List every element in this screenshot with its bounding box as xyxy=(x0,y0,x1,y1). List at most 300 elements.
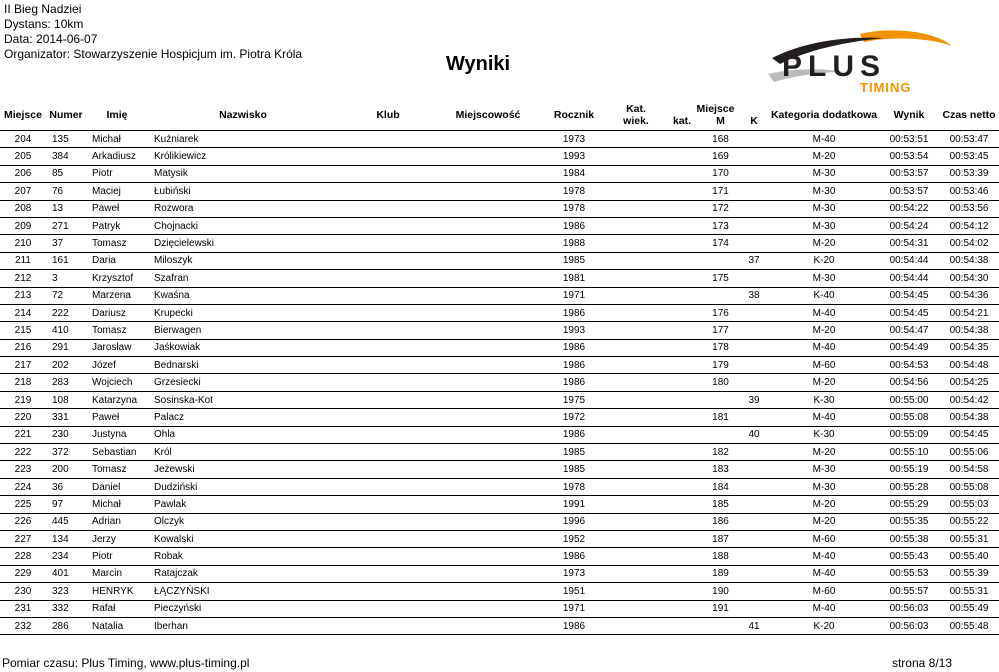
cell-imie: Maciej xyxy=(86,183,148,200)
col-header-klub: Klub xyxy=(376,109,400,121)
cell-nazwisko: Jeżewski xyxy=(148,461,338,478)
cell-miejsce-m xyxy=(702,287,739,304)
cell-rocznik: 1981 xyxy=(538,270,610,287)
table-row xyxy=(0,617,999,634)
table-row xyxy=(0,530,999,547)
cell-miejsce-k xyxy=(739,374,769,391)
cell-wynik: 00:53:57 xyxy=(879,183,939,200)
cell-miejsce-kat xyxy=(662,165,702,182)
cell-czas-netto: 00:55:31 xyxy=(939,530,999,547)
cell-kategoria-dodatkowa: M-40 xyxy=(769,409,879,426)
cell-klub xyxy=(338,252,438,269)
cell-nazwisko: Chojnacki xyxy=(148,217,338,234)
race-distance: Dystans: 10km xyxy=(4,17,84,31)
table-row xyxy=(0,513,999,530)
cell-nazwisko: Ohla xyxy=(148,426,338,443)
cell-kategoria-dodatkowa: M-20 xyxy=(769,513,879,530)
cell-nazwisko: Matysik xyxy=(148,165,338,182)
cell-kat-wiek xyxy=(610,617,662,634)
cell-klub xyxy=(338,270,438,287)
miejsce-group-label: Miejsce xyxy=(696,103,735,115)
cell-nazwisko: Bednarski xyxy=(148,357,338,374)
table-row xyxy=(0,183,999,200)
cell-rocznik: 1986 xyxy=(538,548,610,565)
cell-miejsce-k xyxy=(739,565,769,582)
cell-miejsce-kat xyxy=(662,131,702,148)
cell-wynik: 00:53:51 xyxy=(879,131,939,148)
cell-miejsce-m: 181 xyxy=(702,409,739,426)
cell-czas-netto: 00:53:45 xyxy=(939,148,999,165)
cell-miejsce-m: 171 xyxy=(702,183,739,200)
cell-miejsce-m: 175 xyxy=(702,270,739,287)
cell-miejsce-k: 38 xyxy=(739,287,769,304)
cell-klub xyxy=(338,217,438,234)
cell-rocznik: 1973 xyxy=(538,131,610,148)
col-header-rocznik: Rocznik xyxy=(553,109,595,121)
col-header-miejsce: Miejsce xyxy=(4,109,42,121)
footer-page-number: strona 8/13 xyxy=(891,656,952,670)
cell-imie: Adrian xyxy=(86,513,148,530)
table-row xyxy=(0,304,999,321)
cell-miejsce-kat xyxy=(662,513,702,530)
cell-miejsce-k xyxy=(739,270,769,287)
cell-wynik: 00:55:29 xyxy=(879,496,939,513)
cell-miejsce-k xyxy=(739,217,769,234)
cell-klub xyxy=(338,200,438,217)
cell-miejsce-kat xyxy=(662,548,702,565)
cell-czas-netto: 00:54:36 xyxy=(939,287,999,304)
cell-numer: 331 xyxy=(46,409,86,426)
cell-kat-wiek xyxy=(610,322,662,339)
results-body xyxy=(0,131,999,635)
cell-klub xyxy=(338,565,438,582)
cell-imie: Michał xyxy=(86,496,148,513)
cell-kat-wiek xyxy=(610,548,662,565)
cell-miejscowosc xyxy=(438,165,538,182)
cell-kat-wiek xyxy=(610,444,662,461)
cell-klub xyxy=(338,513,438,530)
cell-czas-netto: 00:55:31 xyxy=(939,583,999,600)
cell-rocznik: 1993 xyxy=(538,148,610,165)
cell-miejscowosc xyxy=(438,496,538,513)
cell-miejsce-k xyxy=(739,200,769,217)
plus-timing-logo xyxy=(764,28,956,98)
cell-miejscowosc xyxy=(438,339,538,356)
cell-imie: HENRYK xyxy=(86,583,148,600)
cell-miejsce-m: 177 xyxy=(702,322,739,339)
cell-klub xyxy=(338,322,438,339)
cell-kategoria-dodatkowa: M-20 xyxy=(769,148,879,165)
cell-miejsce: 211 xyxy=(0,252,46,269)
cell-kat-wiek xyxy=(610,148,662,165)
cell-rocznik: 1951 xyxy=(538,583,610,600)
cell-numer: 76 xyxy=(46,183,86,200)
cell-miejsce-k xyxy=(739,548,769,565)
cell-wynik: 00:54:45 xyxy=(879,287,939,304)
table-row xyxy=(0,409,999,426)
cell-wynik: 00:55:00 xyxy=(879,391,939,408)
cell-miejsce-m: 183 xyxy=(702,461,739,478)
cell-kategoria-dodatkowa: M-60 xyxy=(769,583,879,600)
cell-kat-wiek xyxy=(610,357,662,374)
cell-kat-wiek xyxy=(610,478,662,495)
cell-wynik: 00:54:22 xyxy=(879,200,939,217)
table-row xyxy=(0,165,999,182)
cell-klub xyxy=(338,131,438,148)
cell-klub xyxy=(338,583,438,600)
cell-miejsce: 208 xyxy=(0,200,46,217)
cell-kategoria-dodatkowa: K-40 xyxy=(769,287,879,304)
table-row xyxy=(0,131,999,148)
cell-miejsce: 214 xyxy=(0,304,46,321)
cell-numer: 13 xyxy=(46,200,86,217)
cell-imie: Tomasz xyxy=(86,322,148,339)
cell-imie: Marzena xyxy=(86,287,148,304)
cell-wynik: 00:55:08 xyxy=(879,409,939,426)
cell-rocznik: 1952 xyxy=(538,530,610,547)
cell-miejsce-k: 37 xyxy=(739,252,769,269)
cell-miejsce: 216 xyxy=(0,339,46,356)
cell-rocznik: 1978 xyxy=(538,200,610,217)
cell-miejsce-kat xyxy=(662,270,702,287)
cell-miejsce-k xyxy=(739,513,769,530)
cell-rocznik: 1986 xyxy=(538,304,610,321)
cell-miejsce-k xyxy=(739,235,769,252)
col-header-kategoria-dodatkowa: Kategoria dodatkowa xyxy=(770,109,878,121)
cell-imie: Paweł xyxy=(86,200,148,217)
cell-numer: 401 xyxy=(46,565,86,582)
cell-kat-wiek xyxy=(610,391,662,408)
cell-nazwisko: Królikiewicz xyxy=(148,148,338,165)
cell-wynik: 00:54:56 xyxy=(879,374,939,391)
cell-wynik: 00:54:49 xyxy=(879,339,939,356)
cell-imie: Rafał xyxy=(86,600,148,617)
cell-rocznik: 1988 xyxy=(538,235,610,252)
cell-miejscowosc xyxy=(438,252,538,269)
logo-sub-text: TIMING xyxy=(860,80,912,95)
cell-miejsce-m: 184 xyxy=(702,478,739,495)
cell-czas-netto: 00:54:25 xyxy=(939,374,999,391)
cell-nazwisko: Łubiński xyxy=(148,183,338,200)
cell-numer: 445 xyxy=(46,513,86,530)
cell-numer: 332 xyxy=(46,600,86,617)
cell-miejsce: 223 xyxy=(0,461,46,478)
cell-czas-netto: 00:54:45 xyxy=(939,426,999,443)
cell-miejsce-k xyxy=(739,148,769,165)
cell-klub xyxy=(338,304,438,321)
cell-rocznik: 1986 xyxy=(538,426,610,443)
cell-kategoria-dodatkowa: M-20 xyxy=(769,444,879,461)
cell-kat-wiek xyxy=(610,600,662,617)
cell-nazwisko: ŁĄCZYŃSKI xyxy=(148,583,338,600)
cell-miejscowosc xyxy=(438,148,538,165)
table-row xyxy=(0,287,999,304)
table-row xyxy=(0,600,999,617)
cell-miejsce-kat xyxy=(662,583,702,600)
cell-numer: 135 xyxy=(46,131,86,148)
cell-nazwisko: Dzięcielewski xyxy=(148,235,338,252)
cell-numer: 36 xyxy=(46,478,86,495)
cell-czas-netto: 00:55:06 xyxy=(939,444,999,461)
cell-miejsce-kat xyxy=(662,304,702,321)
cell-miejsce: 206 xyxy=(0,165,46,182)
cell-miejscowosc xyxy=(438,583,538,600)
cell-klub xyxy=(338,357,438,374)
table-row xyxy=(0,426,999,443)
cell-wynik: 00:56:03 xyxy=(879,617,939,634)
cell-miejsce-k xyxy=(739,322,769,339)
table-row xyxy=(0,374,999,391)
cell-miejscowosc xyxy=(438,617,538,634)
cell-imie: Daria xyxy=(86,252,148,269)
cell-miejsce-kat xyxy=(662,478,702,495)
cell-miejsce-m: 180 xyxy=(702,374,739,391)
cell-kat-wiek xyxy=(610,165,662,182)
cell-miejsce-kat xyxy=(662,617,702,634)
cell-czas-netto: 00:54:35 xyxy=(939,339,999,356)
cell-czas-netto: 00:55:22 xyxy=(939,513,999,530)
cell-wynik: 00:53:57 xyxy=(879,165,939,182)
cell-nazwisko: Rozwora xyxy=(148,200,338,217)
cell-imie: Daniel xyxy=(86,478,148,495)
cell-miejsce-m: 185 xyxy=(702,496,739,513)
table-row xyxy=(0,478,999,495)
cell-miejsce-kat xyxy=(662,409,702,426)
cell-kat-wiek xyxy=(610,287,662,304)
cell-miejsce-kat xyxy=(662,461,702,478)
cell-miejsce: 213 xyxy=(0,287,46,304)
cell-miejsce-kat xyxy=(662,357,702,374)
cell-miejsce-kat xyxy=(662,287,702,304)
cell-kategoria-dodatkowa: M-30 xyxy=(769,217,879,234)
cell-imie: Justyna xyxy=(86,426,148,443)
cell-miejscowosc xyxy=(438,461,538,478)
cell-miejsce-kat xyxy=(662,322,702,339)
cell-wynik: 00:55:09 xyxy=(879,426,939,443)
cell-kat-wiek xyxy=(610,339,662,356)
cell-nazwisko: Ratajczak xyxy=(148,565,338,582)
cell-wynik: 00:55:57 xyxy=(879,583,939,600)
cell-imie: Jerzy xyxy=(86,530,148,547)
cell-kategoria-dodatkowa: M-30 xyxy=(769,461,879,478)
cell-kategoria-dodatkowa: M-40 xyxy=(769,131,879,148)
cell-miejsce: 222 xyxy=(0,444,46,461)
cell-miejsce-m: 174 xyxy=(702,235,739,252)
cell-wynik: 00:54:44 xyxy=(879,252,939,269)
cell-czas-netto: 00:54:38 xyxy=(939,409,999,426)
cell-miejsce-m: 178 xyxy=(702,339,739,356)
cell-czas-netto: 00:55:49 xyxy=(939,600,999,617)
cell-miejsce: 218 xyxy=(0,374,46,391)
cell-miejsce-k: 40 xyxy=(739,426,769,443)
cell-wynik: 00:56:03 xyxy=(879,600,939,617)
cell-kat-wiek xyxy=(610,304,662,321)
cell-miejsce-kat xyxy=(662,235,702,252)
cell-rocznik: 1985 xyxy=(538,444,610,461)
cell-miejsce: 228 xyxy=(0,548,46,565)
col-header-nazwisko: Nazwisko xyxy=(219,109,267,121)
cell-nazwisko: Jaśkowiak xyxy=(148,339,338,356)
cell-miejsce-m: 182 xyxy=(702,444,739,461)
cell-imie: Michał xyxy=(86,131,148,148)
cell-miejscowosc xyxy=(438,374,538,391)
cell-numer: 283 xyxy=(46,374,86,391)
cell-miejsce-k xyxy=(739,478,769,495)
cell-czas-netto: 00:53:46 xyxy=(939,183,999,200)
cell-kat-wiek xyxy=(610,183,662,200)
cell-klub xyxy=(338,444,438,461)
cell-numer: 410 xyxy=(46,322,86,339)
cell-rocznik: 1993 xyxy=(538,322,610,339)
cell-kategoria-dodatkowa: M-60 xyxy=(769,530,879,547)
cell-miejsce-kat xyxy=(662,217,702,234)
cell-czas-netto: 00:55:08 xyxy=(939,478,999,495)
cell-nazwisko: Miloszyk xyxy=(148,252,338,269)
cell-imie: Paweł xyxy=(86,409,148,426)
cell-miejsce: 229 xyxy=(0,565,46,582)
cell-numer: 372 xyxy=(46,444,86,461)
table-row xyxy=(0,565,999,582)
cell-rocznik: 1984 xyxy=(538,165,610,182)
col-header-imie: Imię xyxy=(106,109,128,121)
cell-miejscowosc xyxy=(438,409,538,426)
cell-kat-wiek xyxy=(610,374,662,391)
cell-miejsce-m: 169 xyxy=(702,148,739,165)
cell-kat-wiek xyxy=(610,217,662,234)
table-row xyxy=(0,217,999,234)
race-info xyxy=(4,2,302,62)
cell-klub xyxy=(338,374,438,391)
cell-miejscowosc xyxy=(438,183,538,200)
cell-miejsce: 212 xyxy=(0,270,46,287)
cell-rocznik: 1996 xyxy=(538,513,610,530)
cell-czas-netto: 00:53:39 xyxy=(939,165,999,182)
cell-kategoria-dodatkowa: M-30 xyxy=(769,478,879,495)
cell-kat-wiek xyxy=(610,583,662,600)
cell-imie: Józef xyxy=(86,357,148,374)
cell-czas-netto: 00:54:12 xyxy=(939,217,999,234)
cell-nazwisko: Robak xyxy=(148,548,338,565)
cell-miejsce: 232 xyxy=(0,617,46,634)
cell-miejsce-m: 186 xyxy=(702,513,739,530)
cell-imie: Dariusz xyxy=(86,304,148,321)
cell-wynik: 00:55:35 xyxy=(879,513,939,530)
cell-czas-netto: 00:54:30 xyxy=(939,270,999,287)
cell-kategoria-dodatkowa: M-20 xyxy=(769,235,879,252)
cell-rocznik: 1972 xyxy=(538,409,610,426)
race-organizer: Organizator: Stowarzyszenie Hospicjum im. Piotra Króla xyxy=(4,47,303,61)
cell-miejsce: 204 xyxy=(0,131,46,148)
cell-czas-netto: 00:54:38 xyxy=(939,322,999,339)
cell-miejscowosc xyxy=(438,357,538,374)
cell-miejscowosc xyxy=(438,391,538,408)
cell-rocznik: 1986 xyxy=(538,617,610,634)
cell-klub xyxy=(338,478,438,495)
cell-klub xyxy=(338,426,438,443)
cell-miejsce-m: 187 xyxy=(702,530,739,547)
cell-kategoria-dodatkowa: M-40 xyxy=(769,304,879,321)
cell-kategoria-dodatkowa: M-20 xyxy=(769,322,879,339)
cell-kategoria-dodatkowa: M-40 xyxy=(769,548,879,565)
cell-czas-netto: 00:53:47 xyxy=(939,131,999,148)
table-row xyxy=(0,270,999,287)
cell-miejsce-m xyxy=(702,617,739,634)
cell-miejsce-m: 190 xyxy=(702,583,739,600)
cell-kategoria-dodatkowa: M-60 xyxy=(769,357,879,374)
col-header-numer: Numer xyxy=(49,109,83,121)
cell-miejscowosc xyxy=(438,565,538,582)
cell-nazwisko: Palacz xyxy=(148,409,338,426)
race-date: Data: 2014-06-07 xyxy=(4,32,98,46)
col-header-wynik: Wynik xyxy=(893,109,925,121)
cell-miejscowosc xyxy=(438,270,538,287)
cell-numer: 271 xyxy=(46,217,86,234)
table-row xyxy=(0,357,999,374)
cell-imie: Jarosław xyxy=(86,339,148,356)
cell-miejsce-m: 172 xyxy=(702,200,739,217)
table-row xyxy=(0,200,999,217)
cell-numer: 85 xyxy=(46,165,86,182)
cell-numer: 222 xyxy=(46,304,86,321)
cell-miejscowosc xyxy=(438,200,538,217)
cell-rocznik: 1978 xyxy=(538,478,610,495)
cell-kat-wiek xyxy=(610,565,662,582)
cell-imie: Tomasz xyxy=(86,235,148,252)
cell-czas-netto: 00:55:40 xyxy=(939,548,999,565)
cell-miejsce-kat xyxy=(662,183,702,200)
cell-klub xyxy=(338,461,438,478)
cell-miejsce: 219 xyxy=(0,391,46,408)
cell-wynik: 00:55:19 xyxy=(879,461,939,478)
table-row xyxy=(0,252,999,269)
cell-rocznik: 1986 xyxy=(538,357,610,374)
cell-miejscowosc xyxy=(438,287,538,304)
cell-wynik: 00:54:45 xyxy=(879,304,939,321)
cell-miejsce-kat xyxy=(662,426,702,443)
cell-miejsce-m: 168 xyxy=(702,131,739,148)
cell-rocznik: 1975 xyxy=(538,391,610,408)
cell-wynik: 00:55:53 xyxy=(879,565,939,582)
cell-czas-netto: 00:55:03 xyxy=(939,496,999,513)
table-header-row xyxy=(0,100,999,131)
cell-miejsce-m xyxy=(702,391,739,408)
cell-miejscowosc xyxy=(438,530,538,547)
cell-numer: 72 xyxy=(46,287,86,304)
cell-klub xyxy=(338,391,438,408)
cell-miejsce: 217 xyxy=(0,357,46,374)
cell-kat-wiek xyxy=(610,200,662,217)
cell-miejscowosc xyxy=(438,478,538,495)
cell-czas-netto: 00:54:02 xyxy=(939,235,999,252)
cell-miejsce: 209 xyxy=(0,217,46,234)
cell-miejsce-k: 39 xyxy=(739,391,769,408)
cell-miejscowosc xyxy=(438,426,538,443)
cell-miejsce-kat xyxy=(662,339,702,356)
cell-numer: 230 xyxy=(46,426,86,443)
cell-kategoria-dodatkowa: M-30 xyxy=(769,200,879,217)
cell-miejsce-kat xyxy=(662,252,702,269)
cell-rocznik: 1986 xyxy=(538,217,610,234)
table-row xyxy=(0,461,999,478)
col-header-miejsce-kat: kat. xyxy=(672,115,692,127)
cell-imie: Wojciech xyxy=(86,374,148,391)
cell-imie: Sebastian xyxy=(86,444,148,461)
cell-kat-wiek xyxy=(610,461,662,478)
cell-wynik: 00:55:28 xyxy=(879,478,939,495)
cell-kategoria-dodatkowa: K-30 xyxy=(769,426,879,443)
cell-miejsce-kat xyxy=(662,530,702,547)
cell-numer: 384 xyxy=(46,148,86,165)
